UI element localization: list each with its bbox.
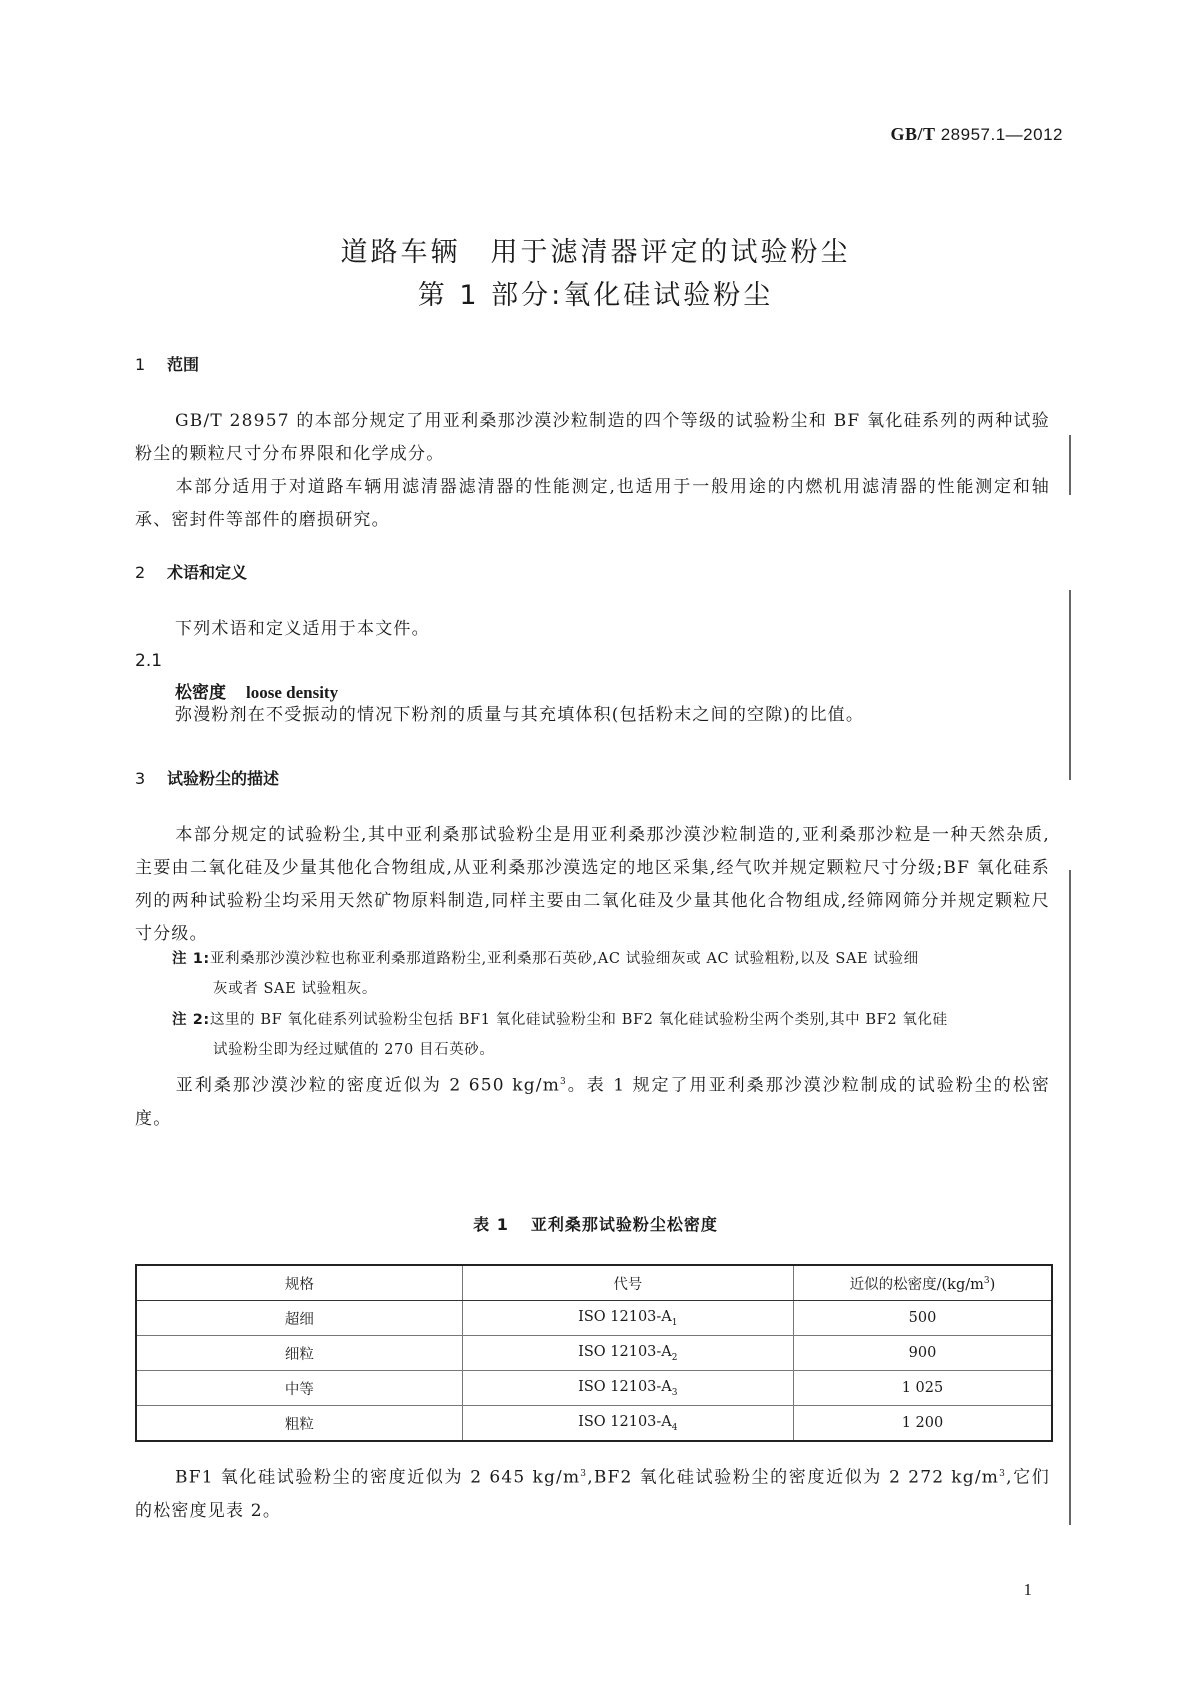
section-number: 2 — [135, 563, 146, 582]
bf-density-paragraph: BF1 氧化硅试验粉尘的密度近似为 2 645 $kg/m^3,BF2$ 氧化硅试验粉尘的密度近似为 2 272 $kg/m^3$,它们的松密度见表 2。 — [135, 1467, 1050, 1521]
section-number: 1 — [135, 355, 146, 374]
table-1 — [135, 1264, 1053, 1442]
standard-code — [890, 124, 1063, 145]
note-label: 注 2: — [172, 1012, 210, 1028]
note-2: 注 2:这里的 BF 氧化硅系列试验粉尘包括 BF1 氧化硅试验粉尘和 BF2 氧化硅试验粉尘两个类别,其中 BF2 氧化硅 试验粉尘即为经过赋值的 270 目石英砂。 — [172, 1012, 948, 1058]
term-name-en: loose density — [246, 683, 339, 702]
section-3-heading — [135, 766, 279, 789]
section-1-paragraph-2: 本部分适用于对道路车辆用滤清器滤清器的性能测定,也适用于一般用途的内燃机用滤清器的性能测定和轴承、密封件等部件的磨损研究。 — [135, 477, 1050, 530]
note-label: 注 1: — [172, 951, 210, 967]
table-caption-title: 亚利桑那试验粉尘松密度 — [530, 1215, 718, 1234]
section-title: 术语和定义 — [167, 563, 248, 582]
term-name-zh: 松密度 — [175, 683, 226, 703]
cell-code: ISO $12103-A_2$ — [462, 1336, 793, 1371]
section-2-intro: 下列术语和定义适用于本文件。 — [175, 619, 430, 639]
section-2-heading — [135, 560, 247, 583]
table-row — [136, 1406, 1052, 1442]
standard-number: 28957.1—2012 — [940, 125, 1063, 144]
change-bar — [1069, 590, 1071, 780]
change-bar — [1069, 435, 1071, 495]
table-row — [136, 1336, 1052, 1371]
section-1-heading — [135, 352, 199, 375]
table-row — [136, 1371, 1052, 1406]
section-3-density-paragraph: 亚利桑那沙漠沙粒的密度近似为 2 650 $kg/m^3$。表 1 规定了用亚利桑那沙漠沙粒制成的试验粉尘的松密度。 — [135, 1075, 1050, 1129]
term-definition: 弥漫粉剂在不受振动的情况下粉剂的质量与其充填体积(包括粉末之间的空隙)的比值。 — [175, 705, 865, 725]
cell-spec: 粗粒 — [136, 1406, 462, 1442]
cell-code: ISO $12103-A_3$ — [462, 1371, 793, 1406]
document-title-line1: 道路车辆 用于滤清器评定的试验粉尘 — [340, 237, 851, 268]
section-3-paragraph-1: 本部分规定的试验粉尘,其中亚利桑那试验粉尘是用亚利桑那沙漠沙粒制造的,亚利桑那沙粒是一种天然杂质,主要由二氧化硅及少量其他化合物组成,从亚利桑那沙漠选定的地区采集,经气吹并规定颗粒尺寸分级;BF 氧化硅系列的两种试验粉尘均采用天然矿物原料制造,同样主要由二氧化硅及少量其他化合物组成,经筛网筛分并规定颗粒尺寸分级。 — [135, 825, 1050, 944]
cell-density: 500 — [793, 1301, 1052, 1336]
table-1-caption — [0, 1212, 1191, 1235]
document-title-line2: 第 1 部分:氧化硅试验粉尘 — [417, 280, 774, 311]
section-number: 3 — [135, 769, 146, 788]
header-spec: 规格 — [136, 1265, 462, 1301]
cell-spec: 中等 — [136, 1371, 462, 1406]
cell-spec: 细粒 — [136, 1336, 462, 1371]
page-number: 1 — [1023, 1580, 1032, 1599]
section-title: 范围 — [167, 355, 200, 374]
term-number: 2.1 — [135, 651, 163, 671]
cell-code: ISO $12103-A_4$ — [462, 1406, 793, 1442]
cell-density: 1 200 — [793, 1406, 1052, 1442]
table-header-row — [136, 1265, 1052, 1301]
section-title: 试验粉尘的描述 — [167, 769, 280, 788]
header-code: 代号 — [462, 1265, 793, 1301]
note-1: 注 1:亚利桑那沙漠沙粒也称亚利桑那道路粉尘,亚利桑那石英砂,AC 试验细灰或 AC 试验粗粉,以及 SAE 试验细 灰或者 SAE 试验粗灰。 — [172, 951, 919, 997]
header-density: 近似的松密度$/(kg/m^3)$ — [793, 1265, 1052, 1301]
table-caption-number: 表 1 — [473, 1215, 509, 1234]
change-bar — [1069, 870, 1071, 1525]
cell-density: 1 025 — [793, 1371, 1052, 1406]
section-1-paragraph-1: GB/T 28957 的本部分规定了用亚利桑那沙漠沙粒制造的四个等级的试验粉尘和 BF 氧化硅系列的两种试验粉尘的颗粒尺寸分布界限和化学成分。 — [135, 411, 1050, 464]
standard-prefix: GB/T — [890, 124, 936, 144]
table-row — [136, 1301, 1052, 1336]
cell-density: 900 — [793, 1336, 1052, 1371]
cell-spec: 超细 — [136, 1301, 462, 1336]
cell-code: ISO $12103-A_1$ — [462, 1301, 793, 1336]
